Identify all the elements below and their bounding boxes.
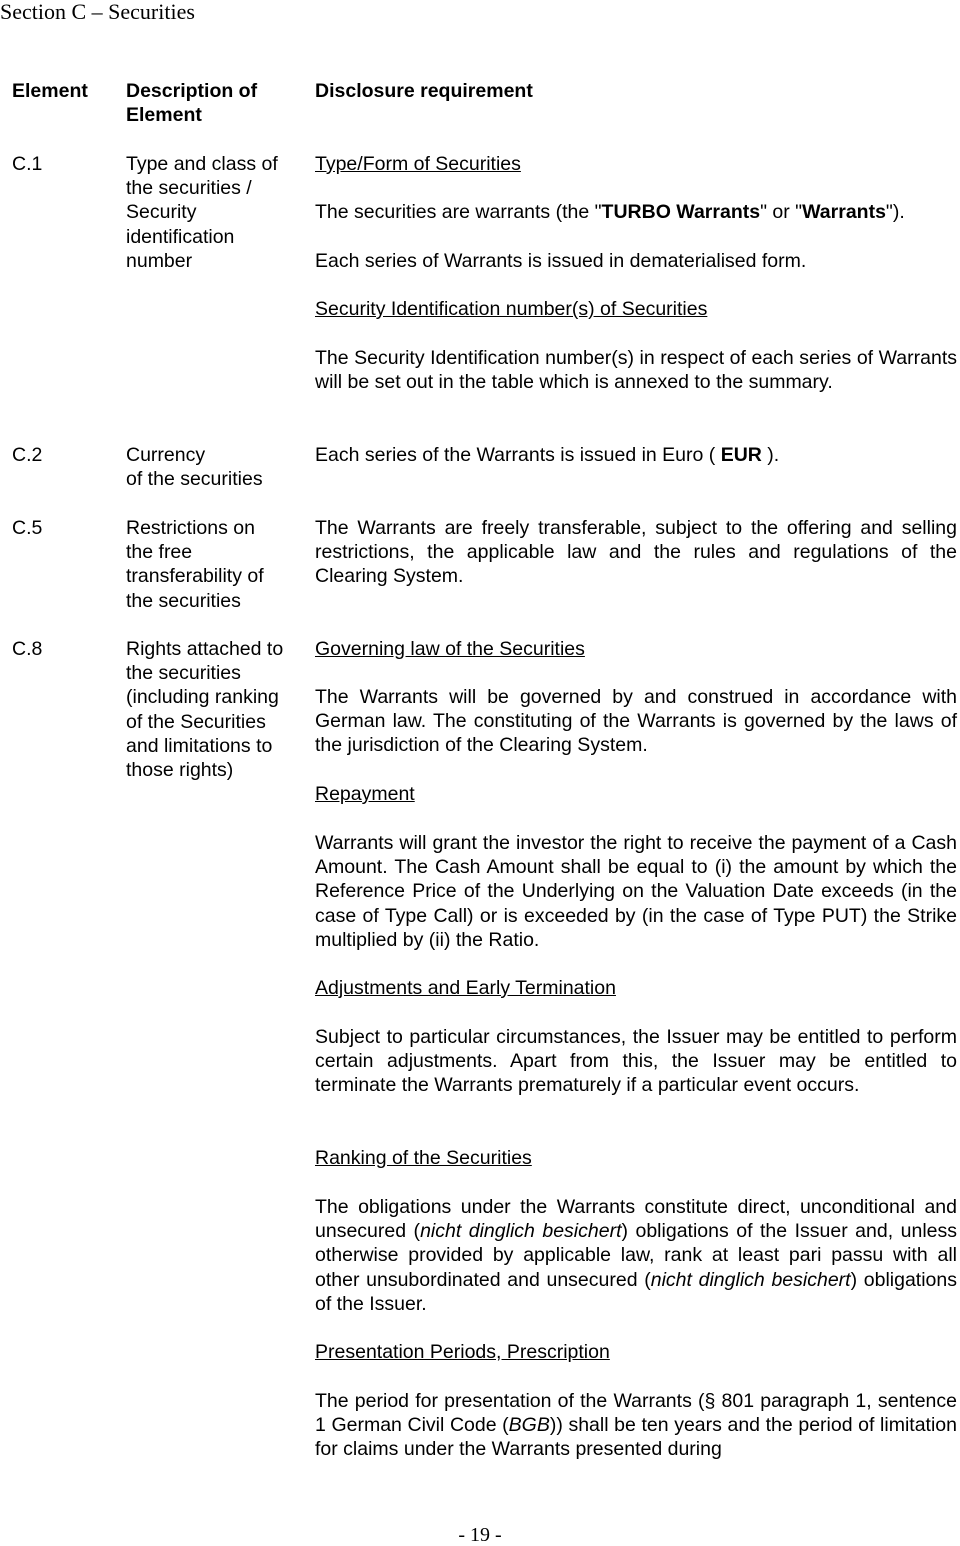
heading-governing-law: Governing law of the Securities <box>315 638 585 660</box>
heading-presentation: Presentation Periods, Prescription <box>315 1341 610 1363</box>
paragraph-warrants-type: The securities are warrants (the "TURBO Warrants" or "Warrants"). <box>315 201 905 223</box>
paragraph-transferability: The Warrants are freely transferable, subject to the offering and selling restrictions, the applicable law and the rules and regulations of the Clearing System. <box>315 517 957 588</box>
element-id-c8: C.8 <box>12 638 43 660</box>
element-id-c5: C.5 <box>12 517 43 539</box>
heading-ranking: Ranking of the Securities <box>315 1147 532 1169</box>
paragraph-governing-law: The Warrants will be governed by and construed in accordance with German law. The constituting of the Warrants is governed by the laws of the jurisdiction of the Clearing System. <box>315 686 957 757</box>
element-description-c8: Rights attached to the securities (including ranking of the Securities and limitations to those rights) <box>126 638 284 782</box>
column-header-disclosure: Disclosure requirement <box>315 80 533 102</box>
element-id-c1: C.1 <box>12 153 43 175</box>
heading-repayment: Repayment <box>315 783 415 805</box>
paragraph-security-id: The Security Identification number(s) in respect of each series of Warrants will be set out in the table which is annexed to the summary. <box>315 347 957 394</box>
element-description-c1: Type and class of the securities / Security identification number <box>126 153 278 272</box>
paragraph-adjustments: Subject to particular circumstances, the Issuer may be entitled to perform certain adjustments. Apart from this, the Issuer may be entitled to terminate the Warrants prematurely if a particular event occurs. <box>315 1026 957 1097</box>
element-description-c2: Currency of the securities <box>126 444 263 491</box>
heading-security-id: Security Identification number(s) of Securities <box>315 298 708 320</box>
paragraph-currency: Each series of the Warrants is issued in Euro ( EUR ). <box>315 444 780 466</box>
heading-adjustments: Adjustments and Early Termination <box>315 977 616 999</box>
paragraph-repayment: Warrants will grant the investor the right to receive the payment of a Cash Amount. The Cash Amount shall be equal to (i) the amount by which the Reference Price of the Underlying on the Valuation Date exceeds (in the case of Type Call) or is exceeded by (in the case of Type PUT) the Strike multiplied by (ii) the Ratio. <box>315 832 957 951</box>
paragraph-dematerialised: Each series of Warrants is issued in dematerialised form. <box>315 250 807 272</box>
heading-type-form: Type/Form of Securities <box>315 153 521 175</box>
page-number: - 19 - <box>458 1524 502 1546</box>
paragraph-ranking: The obligations under the Warrants constitute direct, unconditional and unsecured (nicht dinglich besichert) obligations of the Issuer and, unless otherwise provided by applicable law, rank at least pari passu with all other unsubordinated and unsecured (nicht dinglich besichert) obligations of the Issuer. <box>315 1196 957 1315</box>
element-description-c5: Restrictions on the free transferability of the securities <box>126 517 264 612</box>
column-header-element: Element <box>12 80 88 102</box>
section-title: Section C – Securities <box>0 0 195 24</box>
column-header-description: Description of Element <box>126 80 258 127</box>
element-id-c2: C.2 <box>12 444 43 466</box>
paragraph-presentation: The period for presentation of the Warrants (§ 801 paragraph 1, sentence 1 German Civil Code (BGB)) shall be ten years and the period of limitation for claims under the Warrants presented during <box>315 1390 957 1461</box>
